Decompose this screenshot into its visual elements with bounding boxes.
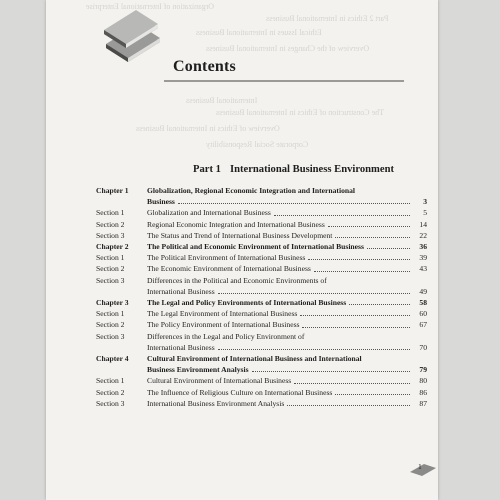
stacked-books-icon xyxy=(98,8,166,68)
toc-leader-dots xyxy=(300,315,410,316)
toc-leader-dots xyxy=(367,248,410,249)
page-number: 1 xyxy=(418,462,422,471)
toc-section-row xyxy=(96,375,427,386)
toc-leader-dots xyxy=(314,271,410,272)
toc-page-number: 86 xyxy=(419,387,427,397)
part-label: Part 1 xyxy=(193,164,221,175)
toc-section-row xyxy=(96,275,427,297)
toc-page-number: 22 xyxy=(419,230,427,240)
toc-entry-label: Section 2 xyxy=(96,320,125,330)
toc-entry-title: Regional Economic Integration and International Business xyxy=(147,219,325,229)
toc-entry-title: International Business xyxy=(147,342,215,352)
toc-chapter-row xyxy=(96,185,427,207)
toc-leader-dots xyxy=(308,259,410,260)
toc-page-number: 70 xyxy=(419,342,427,352)
toc-entry-title: The Political and Economic Environment of International Business xyxy=(147,242,364,252)
toc-entry-label: Section 1 xyxy=(96,376,125,386)
toc-entry-title: Globalization, Regional Economic Integration and International xyxy=(147,186,355,195)
toc-entry-label: Section 3 xyxy=(96,230,125,240)
toc-entry-label: Chapter 2 xyxy=(96,242,129,252)
toc-chapter-row xyxy=(96,297,427,308)
toc-entry-title: The Policy Environment of International Business xyxy=(147,320,300,330)
toc-entry-title: The Economic Environment of International Business xyxy=(147,264,311,274)
bleed-through-text: Organization of International Enterprise Part 2 Ethics in International Business Ethical Issues in International Business Overview of the Changes in International Business International Business The Construction of Ethics in International Business Overview of Ethics in International Business Corporate Social Responsibility xyxy=(86,2,389,149)
toc-entry-label: Chapter 4 xyxy=(96,354,129,364)
toc-section-row xyxy=(96,263,427,274)
page-corner-icon xyxy=(410,462,436,476)
table-of-contents xyxy=(96,185,427,409)
toc-entry-label: Section 2 xyxy=(96,219,125,229)
toc-page-number: 58 xyxy=(419,298,427,308)
toc-chapter-row xyxy=(96,353,427,375)
toc-entry-title: Globalization and International Business xyxy=(147,208,271,218)
toc-chapter-row xyxy=(96,241,427,252)
toc-entry-title: International Business xyxy=(147,286,215,296)
toc-entry-title: Differences in the Legal and Policy Environment of xyxy=(147,331,305,341)
toc-entry-label: Chapter 1 xyxy=(96,186,129,195)
toc-leader-dots xyxy=(274,215,410,216)
toc-entry-label: Chapter 3 xyxy=(96,298,129,308)
toc-page-number: 87 xyxy=(419,398,427,408)
toc-entry-title: The Political Environment of International Business xyxy=(147,253,306,263)
toc-page-number: 79 xyxy=(419,365,427,375)
part-heading xyxy=(193,164,394,175)
toc-leader-dots xyxy=(349,304,410,305)
toc-entry-label: Section 1 xyxy=(96,253,125,263)
document-page xyxy=(46,0,438,500)
toc-page-number: 5 xyxy=(423,208,427,218)
toc-leader-dots xyxy=(218,349,410,350)
toc-leader-dots xyxy=(252,371,410,372)
toc-entry-title: The Influence of Religious Culture on International Business xyxy=(147,387,333,397)
toc-leader-dots xyxy=(218,293,410,294)
toc-section-row xyxy=(96,319,427,330)
toc-entry-title: The Legal Environment of International Business xyxy=(147,309,298,319)
toc-section-row xyxy=(96,230,427,241)
toc-leader-dots xyxy=(294,383,410,384)
toc-page-number: 60 xyxy=(419,309,427,319)
toc-entry-title: International Business Environment Analysis xyxy=(147,398,285,408)
toc-entry-title: The Legal and Policy Environments of International Business xyxy=(147,298,347,308)
toc-leader-dots xyxy=(178,203,410,204)
toc-section-row xyxy=(96,387,427,398)
toc-page-number: 36 xyxy=(419,242,427,252)
toc-leader-dots xyxy=(335,394,410,395)
toc-leader-dots xyxy=(302,327,410,328)
toc-section-row xyxy=(96,207,427,218)
toc-entry-title: Business xyxy=(147,197,175,207)
toc-page-number: 3 xyxy=(423,197,427,207)
toc-entry-title: Cultural Environment of International Business xyxy=(147,376,292,386)
title-rule xyxy=(164,80,404,82)
toc-page-number: 43 xyxy=(419,264,427,274)
toc-leader-dots xyxy=(328,226,410,227)
toc-entry-label: Section 2 xyxy=(96,264,125,274)
toc-section-row xyxy=(96,398,427,409)
toc-page-number: 49 xyxy=(419,286,427,296)
toc-entry-title: Differences in the Political and Economic Environments of xyxy=(147,275,327,285)
toc-entry-label: Section 2 xyxy=(96,387,125,397)
toc-entry-label: Section 3 xyxy=(96,331,125,341)
toc-page-number: 39 xyxy=(419,253,427,263)
toc-section-row xyxy=(96,331,427,353)
toc-entry-title: The Status and Trend of International Business Development xyxy=(147,230,333,240)
toc-page-number: 80 xyxy=(419,376,427,386)
toc-entry-label: Section 3 xyxy=(96,398,125,408)
toc-section-row xyxy=(96,308,427,319)
toc-page-number: 14 xyxy=(419,219,427,229)
toc-leader-dots xyxy=(335,237,410,238)
toc-entry-label: Section 1 xyxy=(96,309,125,319)
part-title: International Business Environment xyxy=(229,164,394,175)
toc-entry-label: Section 3 xyxy=(96,275,125,285)
toc-entry-title: Business Environment Analysis xyxy=(147,365,249,375)
toc-leader-dots xyxy=(287,405,410,406)
toc-section-row xyxy=(96,219,427,230)
toc-page-number: 67 xyxy=(419,320,427,330)
toc-entry-title: Cultural Environment of International Business and International xyxy=(147,354,362,364)
page-title: Contents xyxy=(173,58,236,75)
toc-section-row xyxy=(96,252,427,263)
toc-entry-label: Section 1 xyxy=(96,208,125,218)
